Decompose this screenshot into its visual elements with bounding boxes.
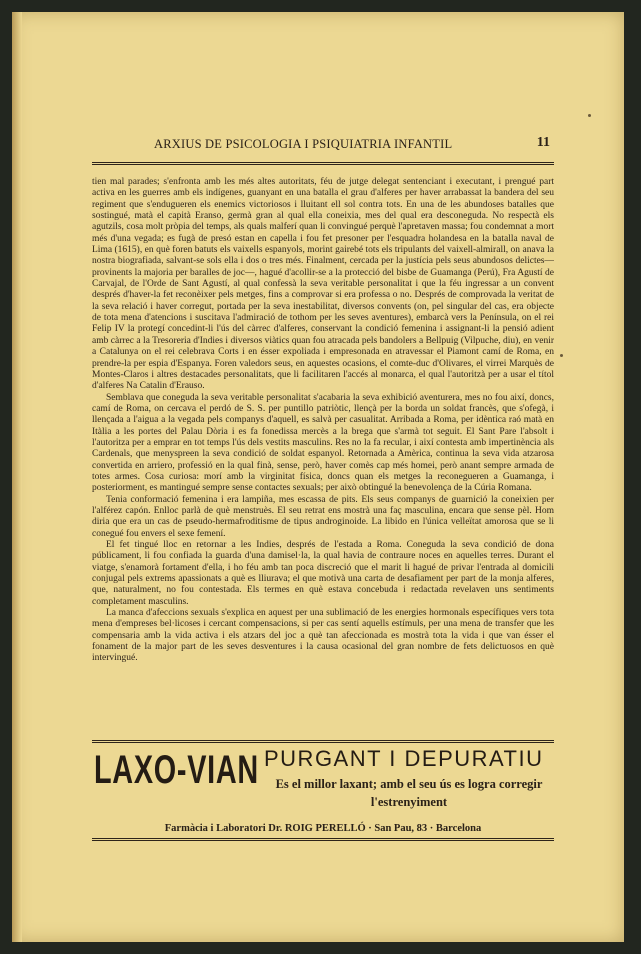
margin-speck [560,354,563,357]
ad-brand: LAXO-VIAN [94,748,259,792]
article-body [92,177,554,735]
paragraph: Semblava que coneguda la seva veritable personalitat s'acabaria la seva exhibició aventurera, mes no fou així, doncs, camí de Roma, on cercava el perdó de S. S. per puntillo patriòtic, llençà per la borda un soldat francès, que s'ofegà, i llençada a l'aigua a la vegada pels companys d'aquell, es salvà per casualitat. Arribada a Roma, per idèntica raó matà en Itàlia a les portes del Palau Dòria i es fa fonedissa mercès a la brega que s'armà tot seguit. El Sant Pare l'absolt i l'autoritza per a emprar en tot temps l'ús dels vestits masculins. Res no la fa recular, i així contesta amb impertinència als Cardenals, que menyspreen la seva condició de soldat espanyol. Retornada a Amèrica, continua la seva vida atzarosa convertida en arriero, professió en la qual finà, sense, però, haver comès cap més homei, però anant sempre armada de totes armes. Cosa curiosa: morí amb la virginitat física, doncs quan els metges la reconegueren a Guamanga, i posteriorment, es mantingué sempre sense contactes sexuals; per això obtingué la benevolença de la Cúria Romana. [92,392,554,494]
journal-title: ARXIUS DE PSICOLOGIA I PSIQUIATRIA INFANTIL [154,137,453,151]
running-header [92,130,554,165]
paragraph: tien mal parades; s'enfronta amb les més altes autoritats, féu de jutge delegat sentenciant i executant, i prengué part activa en les guerres amb els indígenes, guanyant en una batalla el grau d'alferes per haver arrabassat la bandera del seu regiment que s'endugueren els enemics victoriosos i lluitant ell sol contra tots. En una de les abundoses batalles que sostingué, matà el capità Eranso, germà gran al qual ella coneixia, mes del qual era desconeguda. No respectà els agutzils, cosa molt pròpia del temps, als quals malferí quan li convingué perquè l'apretaven massa; fou condemnat a mort més d'una vegada; es fugà de presó estan en capella i fou fet presoner per l'esquadra holandesa en la batalla naval de Lima (1615), en què foren batuts els vaixells espanyols, morint gairebé tots els tripulants del vaixell-almirall, on anava la nostra biografiada, salvant-se sols ella i dos o tres més. Finalment, cercada per la justícia pels seus abundosos delictes—provinents la majoria per baralles de joc—, hagué d'acollir-se a la protecció del bisbe de Guamanga (Perú), Fra Agustí de Carvajal, de l'Orde de Sant Agustí, al qual confessà la seva veritable personalitat i que la féu ingressar a un convent després d'haver-la fet reconèixer pels metges, fins a comprovar si era professa o no. Després de comprovada la veritat de la seva relació i haver corregut, portada per la seva inestabilitat, diversos convents (on, pel singular del cas, era objecte de tota mena d'atencions i suscitava l'admiració de tothom per les seves aventures), embarcà vers la Península, on el rei Felip IV la protegí concedint-li l'ús del càrrec d'alferes, conservant la condició femenina i assignant-li la pensió adient amb càrrec a la Tresoreria d'Indies i diversos viàtics quan fou atracada pels bandolers a Bellpuig (Vilpuche, diu), en venir a Catalunya on el rei celebrava Corts i en ésser expoliada i empresonada en atravessar el Piamont camí de Roma, en prendre-la per espia d'Espanya. Foren valedors seus, en aquestes ocasions, el comte-duc d'Olivares, el virrei Marquès de Montes-Claros i altres destacades personalitats, que li facilitaren l'accés al monarca, el qual l'autoritzà per a usar el títol d'alferes Na Catalin d'Erauso. [92,177,554,392]
ad-bottom-rule [92,838,554,841]
ad-tagline: Es el millor laxant; amb el seu ús es logra corregir l'estrenyiment [275,777,543,809]
advertisement [92,740,554,845]
journal-page [12,12,624,942]
page-binding-edge [12,12,22,942]
ad-maker: Farmàcia i Laboratori Dr. ROIG PERELLÓ · San Pau, 83 · Barcelona [164,823,482,834]
paragraph: Tenia conformació femenina i era lampiña, mes escassa de pits. Els seus companys de guarnició la coneixien per l'alférez capón. Enlloc parlà de què menstruès. El seu retrat ens mostrà una faç masculina, encara que sense pèl. Hom diria que era un cas de pseudo-hermafroditisme de tipus androginoide. La libido en l'única velleïtat amorosa que se li conegué fou envers el sexe femení. [92,494,554,539]
paragraph: La manca d'afeccions sexuals s'explica en aquest per una sublimació de les energies hormonals específiques vers tota mena d'empreses bel·licoses i cercant compensacions, si per cas sentí aquells estímuls, per una mena de transfer que les compensaria amb la vida activa i els atzars del joc a què tan afeccionada es mostrà tota la vida i que van ésser el fonament de la major part de les seves desventures i la causa ocasional del gran nombre de fets delictuosos en què intervingué. [92,608,554,664]
paragraph: El fet tingué lloc en retornar a les Indies, després de l'estada a Roma. Coneguda la seva condició de dona públicament, li fou confiada la guarda d'una damisel·la, la qual havia de contraure noces en aquelles terres. Durant el viatge, s'enamorà fortament d'ella, i ho féu amb tan poca discreció que el marit li hagué de privar l'entrada al domicili conjugal pels extrems apassionats a què es lliurava; el que motivà una carta de desafiament per part de la monja alferes, que, naturalment, no fou contestada. Els termes en què estava concebuda i redactada revelaven uns sentiments completament masculins. [92,540,554,607]
page-number: 11 [536,135,550,150]
ad-headline: PURGANT I DEPURATIU [264,746,544,771]
ad-top-rule [92,740,554,743]
margin-speck [588,114,591,117]
